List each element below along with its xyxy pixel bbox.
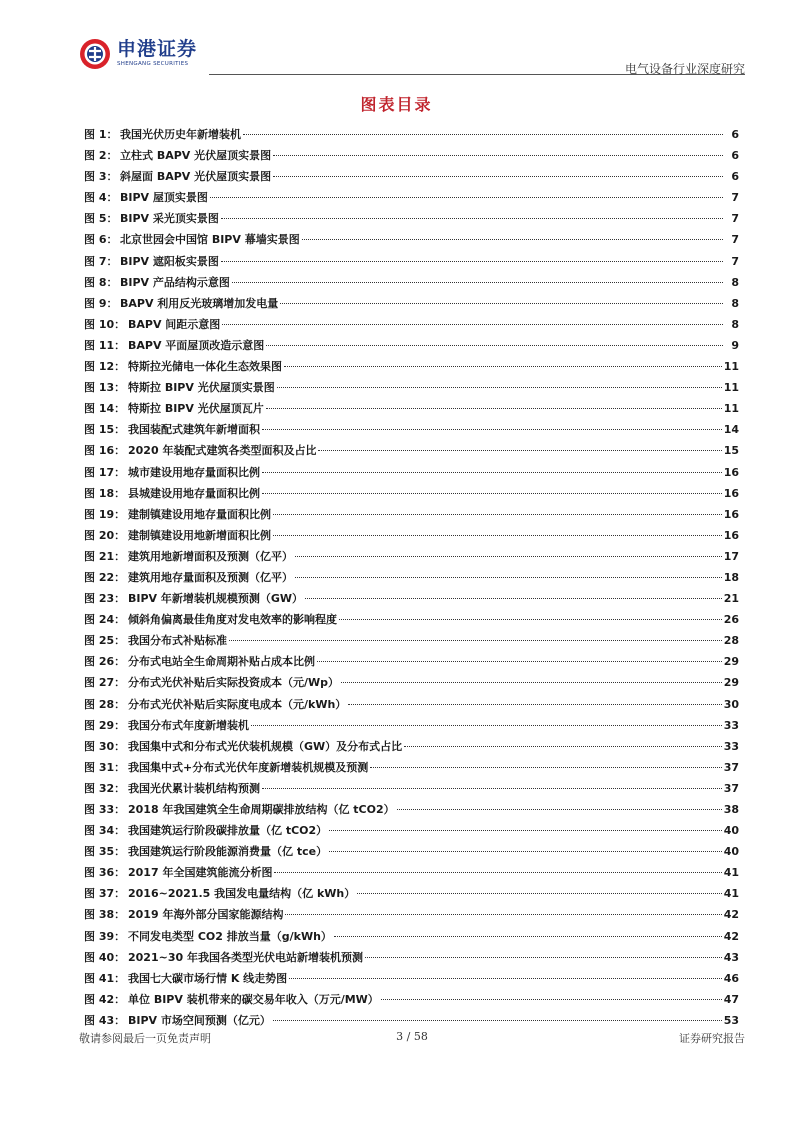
- header-divider: [209, 74, 745, 75]
- toc-figure-title: 我国七大碳市场行情 K 线走势图: [128, 971, 288, 985]
- toc-figure-title: 我国装配式建筑年新增面积: [128, 423, 260, 437]
- toc-figure-title: 特斯拉 BIPV 光伏屋顶实景图: [128, 381, 275, 395]
- toc-page-number: 21: [723, 592, 739, 606]
- toc-leader-dots: [221, 218, 723, 219]
- toc-entry[interactable]: [84, 527, 739, 548]
- toc-figure-number: 图 22：: [84, 570, 126, 584]
- toc-figure-title: 我国建筑运行阶段能源消费量（亿 tce）: [128, 845, 328, 859]
- company-name-en: SHENGANG SECURITIES: [117, 61, 189, 68]
- toc-leader-dots: [273, 176, 723, 177]
- toc-entry[interactable]: [84, 843, 739, 864]
- toc-leader-dots: [318, 450, 721, 451]
- toc-page-number: 46: [723, 971, 739, 985]
- toc-figure-title: 建筑用地存量面积及预测（亿平）: [128, 570, 293, 584]
- toc-figure-title: 2016~2021.5 我国发电量结构（亿 kWh）: [128, 887, 356, 901]
- toc-entry[interactable]: [84, 780, 739, 801]
- toc-leader-dots: [348, 704, 721, 705]
- toc-figure-number: 图 17：: [84, 465, 126, 479]
- toc-leader-dots: [229, 640, 722, 641]
- toc-figure-number: 图 32：: [84, 781, 126, 795]
- toc-figure-title: 斜屋面 BAPV 光伏屋顶实景图: [120, 170, 272, 184]
- company-logo: [79, 38, 197, 70]
- page-title: 图表目录: [360, 95, 433, 114]
- toc-figure-number: 图 30：: [84, 739, 126, 753]
- toc-entry[interactable]: [84, 970, 739, 991]
- toc-figure-title: 2021~30 年我国各类型光伏电站新增装机预测: [128, 950, 363, 964]
- page-number: 3 / 58: [396, 1030, 428, 1043]
- toc-figure-number: 图 35：: [84, 845, 126, 859]
- toc-leader-dots: [284, 366, 722, 367]
- toc-figure-title: BIPV 遮阳板实景图: [120, 254, 219, 268]
- toc-figure-number: 图 40：: [84, 950, 126, 964]
- toc-figure-number: 图 19：: [84, 507, 126, 521]
- toc-figure-title: 我国集中式和分布式光伏装机规模（GW）及分布式占比: [128, 739, 403, 753]
- toc-figure-title: 2018 年我国建筑全生命周期碳排放结构（亿 tCO2）: [128, 803, 395, 816]
- toc-figure-number: 图 6：: [84, 233, 118, 247]
- toc-leader-dots: [273, 1020, 722, 1021]
- toc-leader-dots: [341, 682, 722, 683]
- toc-page-number: 40: [723, 845, 739, 859]
- toc-entry[interactable]: [84, 906, 739, 927]
- toc-leader-dots: [285, 914, 721, 915]
- toc-entry[interactable]: [84, 316, 739, 337]
- toc-figure-title: 建制镇建设用地新增面积比例: [128, 528, 271, 542]
- company-name-cn: 申港证券: [117, 38, 198, 61]
- toc-leader-dots: [251, 725, 722, 726]
- toc-figure-title: BIPV 屋顶实景图: [120, 191, 208, 205]
- toc-figure-number: 图 14：: [84, 402, 126, 416]
- toc-entry[interactable]: [84, 949, 739, 970]
- toc-entry[interactable]: [84, 611, 739, 632]
- toc-page-number: 37: [723, 760, 739, 774]
- toc-figure-title: 我国集中式+分布式光伏年度新增装机规模及预测: [128, 760, 369, 774]
- toc-figure-number: 图 24：: [84, 613, 126, 627]
- toc-leader-dots: [370, 767, 721, 768]
- toc-page-number: 47: [723, 992, 739, 1006]
- toc-figure-number: 图 9：: [84, 296, 118, 310]
- toc-figure-number: 图 25：: [84, 634, 126, 648]
- toc-figure-title: 我国光伏历史年新增装机: [120, 128, 241, 141]
- toc-page-number: 11: [723, 381, 739, 395]
- toc-figure-title: 2017 年全国建筑能流分析图: [128, 866, 273, 880]
- toc-figure-number: 图 21：: [84, 549, 126, 563]
- toc-page-number: 6: [731, 149, 739, 163]
- shengang-logo-icon: [79, 38, 111, 70]
- toc-entry[interactable]: [84, 442, 739, 463]
- toc-leader-dots: [305, 598, 722, 599]
- toc-figure-number: 图 10：: [84, 317, 126, 331]
- toc-entry[interactable]: [84, 632, 739, 653]
- toc-figure-title: 县城建设用地存量面积比例: [128, 486, 260, 500]
- toc-figure-number: 图 43：: [84, 1013, 126, 1027]
- toc-figure-title: 北京世园会中国馆 BIPV 幕墙实景图: [120, 233, 300, 247]
- toc-leader-dots: [365, 957, 722, 958]
- toc-page-number: 8: [731, 296, 739, 310]
- toc-entry[interactable]: [84, 358, 739, 379]
- toc-entry[interactable]: [84, 189, 739, 210]
- toc-figure-title: 我国分布式补贴标准: [128, 634, 227, 648]
- toc-figure-title: BAPV 平面屋顶改造示意图: [128, 338, 265, 352]
- toc-leader-dots: [381, 999, 722, 1000]
- toc-page-number: 11: [723, 360, 739, 374]
- toc-page-number: 41: [723, 866, 739, 880]
- toc-figure-number: 图 28：: [84, 697, 126, 711]
- toc-figure-title: 城市建设用地存量面积比例: [128, 465, 260, 479]
- toc-leader-dots: [273, 535, 722, 536]
- toc-entry[interactable]: [84, 126, 739, 147]
- toc-entry[interactable]: [84, 991, 739, 1012]
- toc-page-number: 41: [723, 887, 739, 901]
- toc-entry[interactable]: [84, 653, 739, 674]
- toc-leader-dots: [274, 872, 721, 873]
- toc-entry[interactable]: [84, 801, 739, 822]
- toc-leader-dots: [262, 493, 722, 494]
- toc-figure-number: 图 41：: [84, 971, 126, 985]
- toc-figure-number: 图 36：: [84, 866, 126, 880]
- toc-page-number: 16: [723, 465, 739, 479]
- toc-figure-number: 图 27：: [84, 676, 126, 690]
- toc-figure-number: 图 42：: [84, 992, 126, 1006]
- toc-page-number: 11: [723, 402, 739, 416]
- toc-leader-dots: [221, 261, 723, 262]
- toc-page-number: 7: [731, 254, 739, 268]
- toc-figure-number: 图 13：: [84, 381, 126, 395]
- toc-page-number: 43: [723, 950, 739, 964]
- toc-page-number: 7: [731, 191, 739, 205]
- toc-leader-dots: [357, 893, 721, 894]
- toc-figure-title: BIPV 采光顶实景图: [120, 212, 219, 226]
- toc-page-number: 8: [731, 317, 739, 331]
- toc-figure-title: 分布式光伏补贴后实际度电成本（元/kWh）: [128, 697, 347, 711]
- toc-entry[interactable]: [84, 569, 739, 590]
- toc-leader-dots: [329, 830, 722, 831]
- toc-page-number: 9: [731, 338, 739, 352]
- toc-figure-number: 图 37：: [84, 887, 126, 901]
- toc-figure-title: BIPV 产品结构示意图: [120, 275, 230, 289]
- toc-page-number: 42: [723, 929, 739, 943]
- toc-figure-title: BIPV 年新增装机规模预测（GW）: [128, 592, 304, 606]
- toc-entry[interactable]: [84, 253, 739, 274]
- toc-figure-number: 图 26：: [84, 655, 126, 669]
- toc-figure-number: 图 23：: [84, 592, 126, 606]
- toc-figure-title: 倾斜角偏离最佳角度对发电效率的影响程度: [128, 613, 337, 627]
- toc-page-number: 37: [723, 781, 739, 795]
- toc-entry[interactable]: [84, 147, 739, 168]
- toc-leader-dots: [295, 556, 722, 557]
- toc-page-number: 16: [723, 486, 739, 500]
- report-type: 电气设备行业深度研究: [624, 62, 745, 76]
- toc-leader-dots: [262, 788, 722, 789]
- toc-entry[interactable]: [84, 337, 739, 358]
- toc-entry[interactable]: [84, 485, 739, 506]
- toc-figure-title: BAPV 利用反光玻璃增加发电量: [120, 296, 279, 310]
- toc-leader-dots: [222, 324, 723, 325]
- toc-figure-number: 图 16：: [84, 444, 126, 458]
- toc-leader-dots: [266, 408, 722, 409]
- toc-figure-number: 图 20：: [84, 528, 126, 542]
- toc-page-number: 42: [723, 908, 739, 922]
- toc-page-number: 16: [723, 528, 739, 542]
- toc-entry[interactable]: [84, 590, 739, 611]
- toc-figure-number: 图 18：: [84, 486, 126, 500]
- toc-figure-number: 图 33：: [84, 803, 126, 816]
- toc-leader-dots: [210, 197, 723, 198]
- toc-page-number: 14: [723, 423, 739, 437]
- toc-figure-title: 分布式光伏补贴后实际投资成本（元/Wp）: [128, 676, 340, 690]
- toc-figure-title: 我国分布式年度新增装机: [128, 718, 249, 732]
- toc-figure-number: 图 31：: [84, 760, 126, 774]
- toc-figure-title: 2020 年装配式建筑各类型面积及占比: [128, 444, 317, 458]
- toc-entry[interactable]: [84, 379, 739, 400]
- toc-figure-number: 图 4：: [84, 191, 118, 205]
- toc-entry[interactable]: [84, 738, 739, 759]
- disclaimer-note: 敬请参阅最后一页免责声明: [79, 1032, 211, 1045]
- toc-leader-dots: [273, 514, 722, 515]
- page-header: [79, 38, 745, 76]
- toc-entry[interactable]: [84, 674, 739, 695]
- toc-entry[interactable]: [84, 696, 739, 717]
- toc-entry[interactable]: [84, 295, 739, 316]
- toc-entry[interactable]: [84, 400, 739, 421]
- toc-leader-dots: [317, 661, 722, 662]
- toc-leader-dots: [243, 134, 723, 135]
- toc-page-number: 53: [723, 1013, 739, 1027]
- toc-figure-number: 图 29：: [84, 718, 126, 732]
- toc-page-number: 16: [723, 507, 739, 521]
- toc-entry[interactable]: [84, 864, 739, 885]
- toc-leader-dots: [295, 577, 722, 578]
- toc-page-number: 17: [723, 549, 739, 563]
- toc-page-number: 26: [723, 613, 739, 627]
- toc-entry[interactable]: [84, 421, 739, 442]
- toc-leader-dots: [262, 472, 722, 473]
- toc-figure-number: 图 34：: [84, 824, 126, 838]
- report-label: 证券研究报告: [679, 1032, 745, 1045]
- toc-entry[interactable]: [84, 210, 739, 231]
- toc-figure-title: BIPV 市场空间预测（亿元）: [128, 1013, 271, 1027]
- toc-figure-title: BAPV 间距示意图: [128, 317, 221, 331]
- toc-figure-title: 特斯拉光储电一体化生态效果图: [128, 360, 282, 374]
- toc-leader-dots: [277, 387, 722, 388]
- toc-entry[interactable]: [84, 759, 739, 780]
- toc-entry[interactable]: [84, 506, 739, 527]
- toc-page-number: 28: [723, 634, 739, 648]
- toc-entry[interactable]: [84, 548, 739, 569]
- toc-figure-number: 图 11：: [84, 338, 126, 352]
- toc-page-number: 8: [731, 275, 739, 289]
- toc-entry[interactable]: [84, 928, 739, 949]
- toc-page-number: 29: [723, 655, 739, 669]
- toc-entry[interactable]: [84, 168, 739, 189]
- toc-leader-dots: [397, 809, 722, 810]
- toc-leader-dots: [273, 155, 723, 156]
- toc-leader-dots: [280, 303, 723, 304]
- toc-page-number: 40: [723, 824, 739, 838]
- toc-figure-number: 图 5：: [84, 212, 118, 226]
- toc-figure-title: 我国建筑运行阶段碳排放量（亿 tCO2）: [128, 824, 328, 838]
- toc-leader-dots: [339, 619, 722, 620]
- toc-figure-title: 2019 年海外部分国家能源结构: [128, 908, 284, 922]
- toc-page-number: 15: [723, 444, 739, 458]
- toc-entry[interactable]: [84, 885, 739, 906]
- toc-page-number: 7: [731, 212, 739, 226]
- figure-index-list: [84, 126, 739, 1033]
- toc-figure-title: 建制镇建设用地存量面积比例: [128, 507, 271, 521]
- toc-figure-number: 图 3：: [84, 170, 118, 184]
- toc-leader-dots: [262, 429, 722, 430]
- toc-figure-number: 图 1：: [84, 128, 118, 141]
- toc-figure-title: 我国光伏累计装机结构预测: [128, 781, 260, 795]
- toc-leader-dots: [302, 239, 723, 240]
- toc-leader-dots: [334, 936, 722, 937]
- toc-figure-title: 立柱式 BAPV 光伏屋顶实景图: [120, 149, 272, 163]
- toc-entry[interactable]: [84, 464, 739, 485]
- toc-page-number: 7: [731, 233, 739, 247]
- toc-page-number: 33: [723, 718, 739, 732]
- toc-figure-title: 分布式电站全生命周期补贴占成本比例: [128, 655, 315, 669]
- toc-figure-number: 图 38：: [84, 908, 126, 922]
- toc-leader-dots: [232, 282, 723, 283]
- toc-leader-dots: [289, 978, 722, 979]
- toc-figure-number: 图 7：: [84, 254, 118, 268]
- toc-page-number: 30: [723, 697, 739, 711]
- toc-page-number: 33: [723, 739, 739, 753]
- toc-figure-number: 图 8：: [84, 275, 118, 289]
- toc-page-number: 29: [723, 676, 739, 690]
- toc-figure-title: 建筑用地新增面积及预测（亿平）: [128, 549, 293, 563]
- toc-entry[interactable]: [84, 717, 739, 738]
- toc-page-number: 6: [731, 170, 739, 184]
- toc-entry[interactable]: [84, 231, 739, 252]
- toc-figure-number: 图 15：: [84, 423, 126, 437]
- toc-entry[interactable]: [84, 274, 739, 295]
- toc-figure-number: 图 12：: [84, 360, 126, 374]
- toc-page-number: 18: [723, 570, 739, 584]
- toc-figure-title: 不同发电类型 CO2 排放当量（g/kWh）: [128, 929, 332, 943]
- toc-figure-title: 特斯拉 BIPV 光伏屋顶瓦片: [128, 402, 264, 416]
- toc-entry[interactable]: [84, 822, 739, 843]
- toc-figure-number: 图 39：: [84, 929, 126, 943]
- toc-page-number: 6: [731, 128, 739, 141]
- toc-figure-number: 图 2：: [84, 149, 118, 163]
- toc-page-number: 38: [723, 803, 739, 816]
- toc-leader-dots: [404, 746, 722, 747]
- toc-figure-title: 单位 BIPV 装机带来的碳交易年收入（万元/MW）: [128, 992, 379, 1006]
- toc-leader-dots: [329, 851, 722, 852]
- toc-leader-dots: [266, 345, 723, 346]
